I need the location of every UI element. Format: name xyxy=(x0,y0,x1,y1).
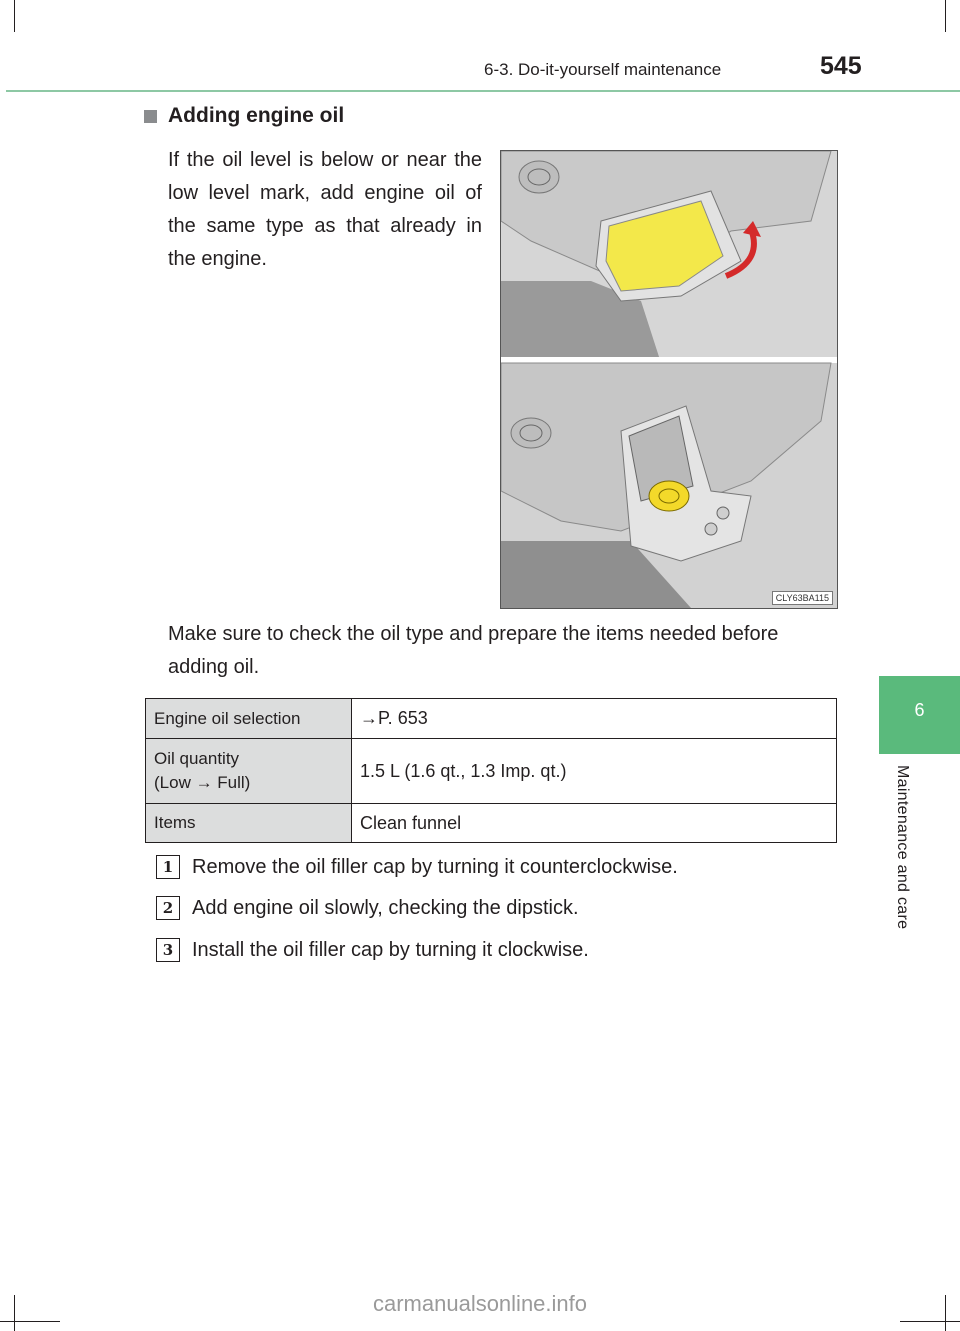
step-text: Remove the oil filler cap by turning it counterclockwise. xyxy=(192,855,678,878)
chapter-tab xyxy=(879,676,960,754)
step-item xyxy=(156,855,678,879)
crop-mark xyxy=(945,0,946,32)
crop-mark xyxy=(900,1321,960,1322)
page-number: 545 xyxy=(820,52,862,80)
section-title-text: Adding engine oil xyxy=(168,104,345,127)
section-title xyxy=(144,104,344,128)
table-label: Engine oil selection xyxy=(146,699,352,739)
panel-divider xyxy=(501,357,837,363)
intro-paragraph: If the oil level is below or near the low level mark, add engine oil of the same type as that already in the engine. xyxy=(168,149,482,270)
crop-mark xyxy=(14,0,15,32)
header-rule xyxy=(6,90,960,92)
table-value: Clean funnel xyxy=(352,804,837,843)
table-value: 1.5 L (1.6 qt., 1.3 Imp. qt.) xyxy=(352,739,837,804)
figure-code: CLY63BA115 xyxy=(772,591,833,605)
table-row xyxy=(146,699,837,739)
chapter-title: Maintenance and care xyxy=(894,765,911,930)
bolt xyxy=(717,507,729,519)
chapter-number: 6 xyxy=(914,700,925,720)
step-item xyxy=(156,896,579,920)
step-number: 3 xyxy=(156,938,180,962)
table-row xyxy=(146,804,837,843)
lexus-emblem-top xyxy=(519,161,559,193)
crop-mark xyxy=(0,1321,60,1322)
engine-drawing xyxy=(501,151,837,608)
engine-illustration xyxy=(500,150,838,609)
bolt xyxy=(705,523,717,535)
footer-site[interactable]: carmanualsonline.info xyxy=(372,1291,588,1316)
step-number: 2 xyxy=(156,896,180,920)
table-label: Items xyxy=(146,804,352,843)
square-bullet-icon xyxy=(144,110,157,123)
lexus-emblem-bottom xyxy=(511,418,551,448)
step-item xyxy=(156,938,589,962)
note-paragraph: Make sure to check the oil type and prepare the items needed before adding oil. xyxy=(168,623,779,678)
table-label: Oil quantity (Low → Full) xyxy=(146,739,352,804)
step-text: Install the oil filler cap by turning it clockwise. xyxy=(192,938,589,961)
step-text: Add engine oil slowly, checking the dipstick. xyxy=(192,896,579,919)
spec-table xyxy=(145,698,837,843)
header-section: 6-3. Do-it-yourself maintenance xyxy=(484,60,722,79)
table-row xyxy=(146,739,837,804)
footer-watermark[interactable] xyxy=(0,1291,960,1317)
step-number: 1 xyxy=(156,855,180,879)
table-value: →P. 653 xyxy=(352,699,837,739)
oil-filler-cap xyxy=(649,481,689,511)
